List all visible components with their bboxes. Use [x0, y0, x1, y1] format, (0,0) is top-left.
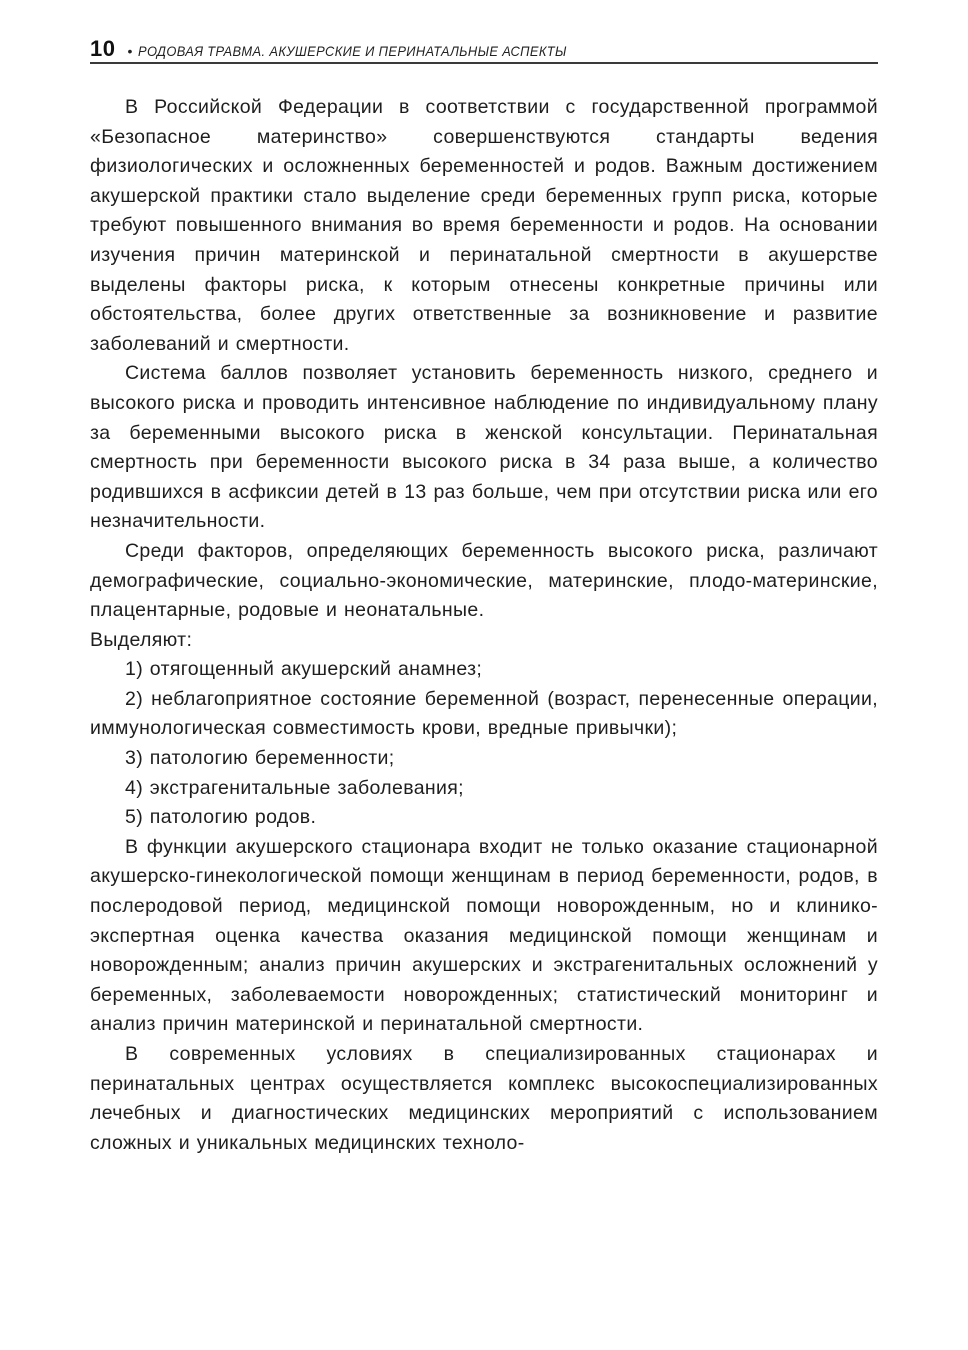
- list-item: 5) патологию родов.: [125, 806, 317, 829]
- paragraph: Среди факторов, определяющих беременность высокого риска, различают демографические, социально-экономические, материнские, плодо-материнские, плацентарные, родовые и неонатальные.: [90, 539, 878, 622]
- body-text: [90, 93, 878, 1158]
- list-item: 4) экстрагенитальные заболевания;: [125, 776, 464, 799]
- list-item: 2) неблагоприятное состояние беременной (возраст, перенесенные операции, иммунологическая совместимость крови, вредные привычки);: [90, 687, 878, 740]
- paragraph: В Российской Федерации в соответствии с государственной программой «Безопасное материнство» совершенствуются стандарты ведения физиологических и осложненных беременностей и родов. Важным достижением акушерской практики стало выделение среди беременных групп риска, которые требуют повышенного внимания во время беременности и родов. На основании изучения причин материнской и перинатальной смертности в акушерстве выделены факторы риска, к которым отнесены конкретные причины или обстоятельства, более других ответственные за возникновение и развитие заболеваний и смертности.: [90, 96, 878, 355]
- running-head-title: РОДОВАЯ ТРАВМА. АКУШЕРСКИЕ И ПЕРИНАТАЛЬНЫЕ АСПЕКТЫ: [138, 43, 568, 59]
- paragraph: В функции акушерского стационара входит не только оказание стационарной акушерско-гинекологической помощи женщинам в период беременности, родов, в послеродовой период, медицинской помощи новорожденным, но и клинико-экспертная оценка качества оказания медицинской помощи женщинам и новорожденным; анализ причин акушерских и экстрагенитальных осложнений у беременных, заболеваемости новорожденных; статистический мониторинг и анализ причин материнской и перинатальной смертности.: [90, 835, 878, 1036]
- paragraph: В современных условиях в специализированных стационарах и перинатальных центрах осуществляется комплекс высокоспециализированных лечебных и диагностических медицинских мероприятий с использованием сложных и уникальных медицинских техноло-: [90, 1043, 878, 1154]
- page-number: 10: [90, 36, 116, 61]
- paragraph: Система баллов позволяет установить беременность низкого, среднего и высокого риска и проводить интенсивное наблюдение по индивидуальному плану за беременными высокого риска в женской консультации. Перинатальная смертность при беременности высокого риска в 34 раза выше, а количество родившихся в асфиксии детей в 13 раз больше, чем при отсутствии риска или его незначительности.: [90, 362, 878, 533]
- header-bullet: •: [127, 43, 133, 59]
- header-rule: [90, 62, 878, 64]
- running-head: [90, 34, 878, 60]
- list-item: 3) патологию беременности;: [125, 747, 395, 770]
- list-item: 1) отягощенный акушерский анамнез;: [125, 658, 483, 681]
- list-intro: Выделяют:: [90, 628, 193, 651]
